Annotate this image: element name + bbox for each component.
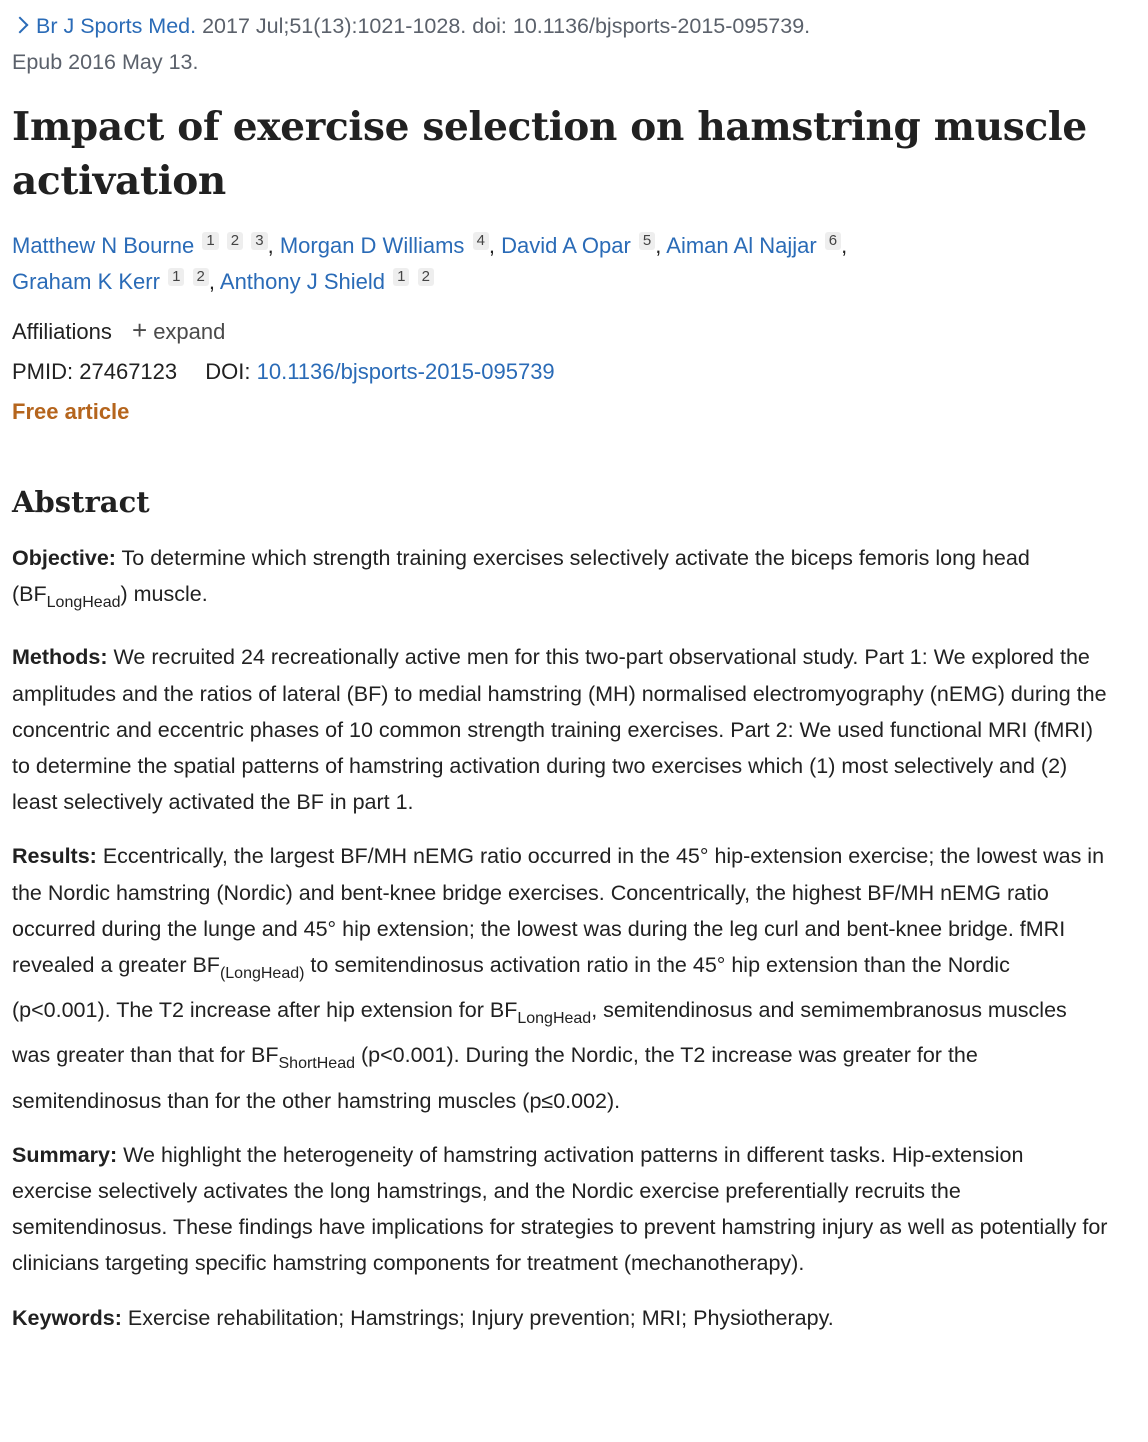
title-line-1: Impact of exercise selection on hamstring muscle xyxy=(12,104,1087,150)
title-line-2: activation xyxy=(12,158,226,204)
citation xyxy=(12,8,1108,80)
abstract-summary xyxy=(12,1137,1108,1282)
affiliation-number[interactable]: 3 xyxy=(251,232,267,250)
pmid-label: PMID: xyxy=(12,359,74,384)
author-separator: , xyxy=(488,233,502,258)
author-link[interactable]: Morgan D Williams xyxy=(279,233,465,258)
affiliation-number[interactable]: 6 xyxy=(825,232,841,250)
keywords-text: Exercise rehabilitation; Hamstrings; Injury prevention; MRI; Physiotherapy. xyxy=(127,1305,834,1330)
authors-list xyxy=(12,228,1108,300)
plus-icon: + xyxy=(132,315,148,345)
methods-text: We recruited 24 recreationally active men for this two-part observational study. Part 1: We explored the amplitudes and the ratios of lateral (BF) to medial hamstring (MH) normalised electromyography (nEMG) during the concentric and eccentric phases of 10 common strength training exercises. Part 2: We used functional MRI (fMRI) to determine the spatial patterns of hamstring activation during two exercises which (1) most selectively and (2) least selectively activated the BF in part 1. xyxy=(12,645,1107,815)
affiliations-label: Affiliations xyxy=(12,319,112,344)
methods-label: Methods: xyxy=(12,645,108,670)
epub-date: Epub 2016 May 13. xyxy=(12,50,199,74)
author-separator: , xyxy=(267,233,280,258)
author-link[interactable]: Matthew N Bourne xyxy=(12,233,195,258)
author-link[interactable]: Anthony J Shield xyxy=(219,269,385,294)
free-article-badge[interactable]: Free article xyxy=(12,399,130,424)
pmid-value: 27467123 xyxy=(79,359,178,384)
objective-subscript: LongHead xyxy=(46,594,121,612)
results-subscript-1: (LongHead) xyxy=(219,965,305,983)
author-separator: , xyxy=(208,269,220,294)
affiliation-number[interactable]: 2 xyxy=(418,268,434,286)
abstract-methods xyxy=(12,639,1108,820)
author-separator: , xyxy=(655,233,667,258)
abstract-objective xyxy=(12,540,1108,621)
affiliation-number[interactable]: 2 xyxy=(193,268,209,286)
author-separator: , xyxy=(841,233,848,258)
summary-label: Summary: xyxy=(12,1142,118,1167)
results-text-d: (p<0.001). During the Nordic, the T2 increase was greater for the semitendinosus than for the other hamstring muscles (p≤0.002). xyxy=(12,1043,978,1113)
affiliations-expand-button[interactable] xyxy=(132,315,226,345)
abstract-results xyxy=(12,838,1108,1118)
affiliation-number[interactable]: 2 xyxy=(227,232,243,250)
abstract-keywords xyxy=(12,1300,1108,1336)
expand-label[interactable]: expand xyxy=(153,319,226,344)
affiliations-row xyxy=(12,310,1108,352)
keywords-label: Keywords: xyxy=(12,1305,122,1330)
objective-text-b: ) muscle. xyxy=(120,582,208,607)
doi-label: DOI: xyxy=(205,359,251,384)
citation-details: 2017 Jul;51(13):1021-1028. doi: 10.1136/bjsports-2015-095739. xyxy=(202,14,811,38)
results-text-b: to semitendinosus activation ratio in the 45° hip extension than the Nordic (p<0.001). The T2 increase after hip extension for BF xyxy=(12,953,1010,1023)
results-subscript-3: ShortHead xyxy=(278,1055,355,1073)
results-text-a: Eccentrically, the largest BF/MH nEMG ratio occurred in the 45° hip-extension exercise; the lowest was in the Nordic hamstring (Nordic) and bent-knee bridge exercises. Concentrically, the highest BF/MH nEMG ratio occurred during the lunge and 45° hip extension; the lowest was during the leg curl and bent-knee bridge. fMRI revealed a greater BF xyxy=(12,844,1105,978)
author-link[interactable]: David A Opar xyxy=(501,233,631,258)
author-link[interactable]: Graham K Kerr xyxy=(12,269,160,294)
objective-text-a: To determine which strength training exercises selectively activate the biceps femoris long head (BF xyxy=(12,546,1030,607)
journal-link[interactable] xyxy=(12,14,196,38)
objective-label: Objective: xyxy=(12,546,116,570)
article-title xyxy=(12,100,1108,208)
results-subscript-2: LongHead xyxy=(517,1010,592,1028)
affiliation-number[interactable]: 1 xyxy=(202,232,218,250)
author-link[interactable]: Aiman Al Najjar xyxy=(666,233,817,258)
abstract-heading: Abstract xyxy=(12,485,150,519)
identifiers-row xyxy=(12,352,1108,392)
summary-text: We highlight the heterogeneity of hamstring activation patterns in different tasks. Hip-extension exercise selectively activates the long hamstrings, and the Nordic exercise preferentially recruits the semitendinosus. These findings have implications for strategies to prevent hamstring injury as well as potentially for clinicians targeting specific hamstring components for treatment (mechanotherapy). xyxy=(12,1142,1108,1276)
results-label: Results: xyxy=(12,844,97,869)
journal-name[interactable]: Br J Sports Med. xyxy=(36,14,197,38)
affiliation-number[interactable]: 1 xyxy=(393,268,409,286)
doi-link[interactable]: 10.1136/bjsports-2015-095739 xyxy=(256,359,555,384)
results-text-c: , semitendinosus and semimembranosus muscles was greater than that for BF xyxy=(12,998,1067,1068)
affiliation-number[interactable]: 5 xyxy=(639,232,655,250)
affiliation-number[interactable]: 1 xyxy=(168,268,184,286)
chevron-right-icon xyxy=(12,17,29,34)
affiliation-number[interactable]: 4 xyxy=(473,232,489,250)
